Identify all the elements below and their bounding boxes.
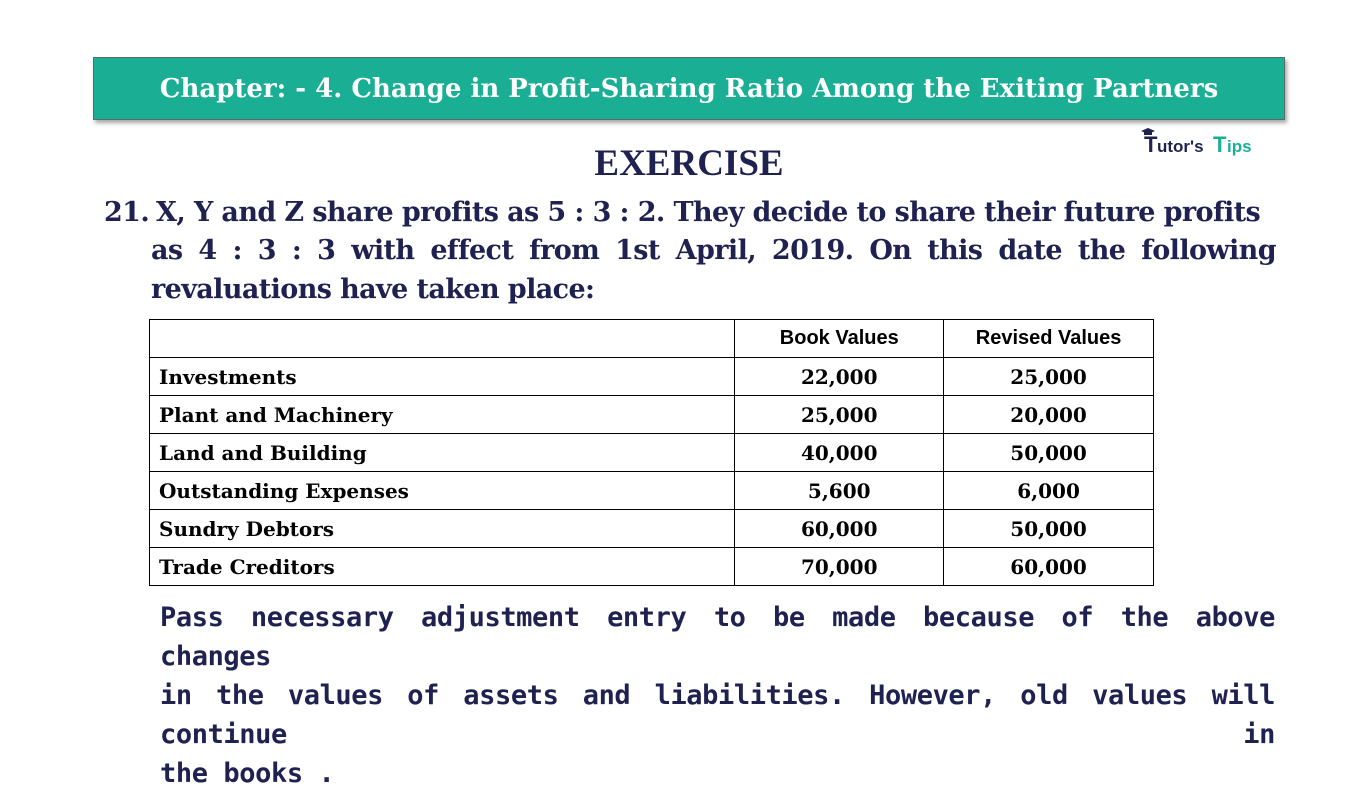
row-label: Outstanding Expenses xyxy=(150,472,735,510)
book-value: 40,000 xyxy=(735,434,944,472)
row-label: Land and Building xyxy=(150,434,735,472)
book-value: 60,000 xyxy=(735,510,944,548)
chapter-title: Chapter: - 4. Change in Profit-Sharing Ratio Among the Exiting Partners xyxy=(159,73,1219,104)
instruction-text xyxy=(160,598,1275,793)
table-row xyxy=(150,434,1154,472)
question-number: 21. xyxy=(104,197,150,228)
question-continuation xyxy=(151,232,1276,309)
revaluation-table xyxy=(149,319,1154,586)
header-revised-values: Revised Values xyxy=(944,320,1154,358)
question-line-1: X, Y and Z share profits as 5 : 3 : 2. They decide to share their future profits xyxy=(156,197,1261,228)
logo-letter-t: T xyxy=(1144,132,1158,157)
revised-value: 6,000 xyxy=(944,472,1154,510)
logo-letter-t2: T xyxy=(1213,132,1227,157)
revised-value: 50,000 xyxy=(944,510,1154,548)
instruction-line-2: in the values of assets and liabilities. However, old values will continue in xyxy=(160,680,1275,750)
logo-text-ips: ips xyxy=(1227,137,1252,156)
revised-value: 50,000 xyxy=(944,434,1154,472)
row-label: Trade Creditors xyxy=(150,548,735,586)
revised-value: 25,000 xyxy=(944,358,1154,396)
chapter-banner xyxy=(93,57,1285,120)
question-line-2: as 4 : 3 : 3 with effect from 1st April, 2019. On this date the following xyxy=(151,235,1276,266)
question-line-3: revaluations have taken place: xyxy=(151,273,595,305)
book-value: 5,600 xyxy=(735,472,944,510)
row-label: Sundry Debtors xyxy=(150,510,735,548)
revised-value: 60,000 xyxy=(944,548,1154,586)
table-row xyxy=(150,548,1154,586)
table-row xyxy=(150,358,1154,396)
instruction-line-1: Pass necessary adjustment entry to be made because of the above changes xyxy=(160,602,1275,672)
revised-value: 20,000 xyxy=(944,396,1154,434)
table-header-row xyxy=(150,320,1154,358)
logo-text-utors: utor's xyxy=(1157,137,1204,156)
row-label: Investments xyxy=(150,358,735,396)
row-label: Plant and Machinery xyxy=(150,396,735,434)
table-row xyxy=(150,510,1154,548)
book-value: 22,000 xyxy=(735,358,944,396)
header-blank xyxy=(150,320,735,358)
table-row xyxy=(150,472,1154,510)
book-value: 25,000 xyxy=(735,396,944,434)
header-book-values: Book Values xyxy=(735,320,944,358)
exercise-heading: EXERCISE xyxy=(594,143,784,184)
table-row xyxy=(150,396,1154,434)
instruction-line-3: the books . xyxy=(160,758,335,789)
book-value: 70,000 xyxy=(735,548,944,586)
